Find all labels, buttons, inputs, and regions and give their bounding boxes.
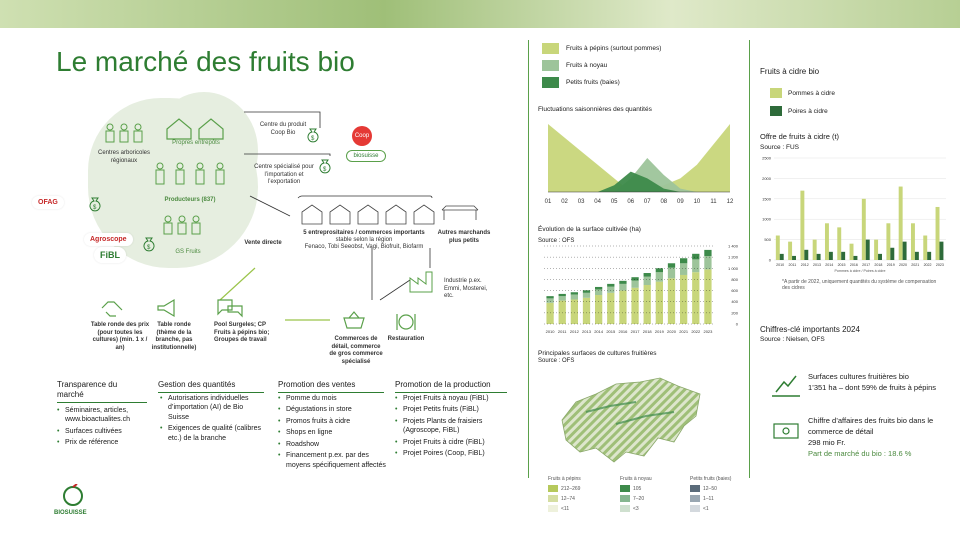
- season-month-label: 05: [610, 199, 618, 205]
- svg-text:$: $: [147, 245, 151, 251]
- map-source: Source : OFS: [538, 358, 575, 364]
- key-title: Chiffres-clé importants 2024: [760, 325, 860, 334]
- surface-bar-noyau: [704, 256, 711, 269]
- map-legend-swatch: [690, 485, 700, 492]
- industrie-label: Industrie p.ex. Emmi, Mosterei, etc.: [444, 278, 488, 299]
- cidre-bar-pommes: [825, 223, 829, 260]
- autres-label: Autres marchands plus petits: [437, 230, 491, 244]
- surface-bar-noyau: [680, 263, 687, 275]
- legend-swatch-noyau: [542, 60, 559, 71]
- surface-bar-baies: [595, 287, 602, 290]
- map-legend-swatch: [548, 505, 558, 512]
- section-rule-3: [395, 392, 507, 393]
- cidre-bar-pommes: [899, 187, 903, 260]
- legend-swatch-pepins: [542, 43, 559, 54]
- surface-bar-noyau: [644, 277, 651, 285]
- cidre-bar-poires: [903, 242, 907, 260]
- season-month-label: 08: [660, 199, 668, 205]
- surface-chart: [538, 242, 744, 338]
- cidre-bar-pommes: [813, 240, 817, 260]
- cidre-bar-pommes: [788, 242, 792, 260]
- surface-bar-pepins: [668, 278, 675, 324]
- cidre-bar-poires: [866, 240, 870, 260]
- map-legend-label: <11: [561, 506, 570, 512]
- surface-bar-pepins: [631, 288, 638, 324]
- surface-bar-baies: [704, 250, 711, 256]
- cidre-bar-pommes: [874, 240, 878, 260]
- cidre-bar-poires: [890, 248, 894, 260]
- vente-directe-label: Vente directe: [244, 240, 282, 246]
- cutlery-icon: [394, 312, 418, 332]
- surface-year-label: 2011: [557, 329, 567, 334]
- surface-bar-pepins: [704, 269, 711, 324]
- list-item: • Pomme du mois: [278, 394, 386, 403]
- cidre-legend-swatch-poires: [770, 106, 782, 116]
- map-legend-baies-title: Petits fruits (baies): [690, 476, 732, 482]
- cidre-bar-poires: [780, 254, 784, 260]
- money-icon: [772, 420, 802, 440]
- gs-fruits-label: GS Fruits: [175, 249, 201, 255]
- surface-bar-noyau: [668, 268, 675, 279]
- season-month-label: 10: [693, 199, 701, 205]
- centre-special-label: Centre spécialisé pour l’importation et l’exportation: [254, 164, 314, 185]
- svg-text:$: $: [323, 167, 327, 173]
- list-item: • Prix de référence: [57, 438, 153, 447]
- surface-bar-pepins: [607, 293, 614, 324]
- section-list-2: [278, 394, 386, 472]
- entreprises-list-label: Fenaco, Tobi Seeobst, Vagi, Biofruit, Biofarm: [304, 244, 424, 250]
- cidre-chart-title: Offre de fruits à cidre (t): [760, 132, 840, 141]
- handshake-icon: [100, 298, 124, 318]
- season-title: Fluctuations saisonnières des quantités: [538, 106, 652, 113]
- cidre-year-label: 2013: [813, 263, 821, 267]
- list-item: • Roadshow: [278, 440, 386, 449]
- cidre-bar-poires: [817, 254, 821, 260]
- surface-y-tick: 200: [731, 310, 738, 316]
- surface-bar-pepins: [692, 272, 699, 324]
- map-legend-swatch: [548, 495, 558, 502]
- cidre-bar-poires: [939, 242, 943, 260]
- section-head-promotion-production: Promotion de la production: [395, 380, 491, 389]
- surface-year-label: 2023: [703, 329, 713, 334]
- section-rule-0: [57, 402, 147, 403]
- commerces-label: Commerces de détail, commerce de gros commerce spécialisé: [329, 336, 383, 365]
- map-legend-label: <3: [633, 506, 639, 512]
- list-item: • Shops en ligne: [278, 428, 386, 437]
- cidre-source: Source : FUS: [760, 144, 800, 151]
- surface-bar-noyau: [595, 289, 602, 295]
- cidre-y-tick: 2000: [762, 175, 771, 181]
- entreprises-label: 5 entreprositaires / commerces importants: [303, 230, 425, 236]
- surface-year-label: 2020: [667, 329, 676, 334]
- season-month-label: 01: [544, 199, 552, 205]
- surface-bar-noyau: [546, 298, 553, 302]
- surface-bar-pepins: [656, 282, 663, 324]
- surface-bar-baies: [631, 277, 638, 280]
- surface-bar-noyau: [571, 294, 578, 299]
- key-line1b: 1’351 ha – dont 59% de fruits à pépins: [808, 382, 937, 392]
- section-head-promotion-ventes: Promotion des ventes: [278, 380, 356, 389]
- map-legend-label: 12–74: [561, 496, 575, 502]
- cidre-y-tick: 2500: [762, 155, 771, 161]
- surface-year-label: 2012: [569, 329, 579, 334]
- cidre-bar-poires: [927, 252, 931, 260]
- divider-left: [528, 40, 529, 478]
- map-legend-swatch: [690, 495, 700, 502]
- cidre-bar-pommes: [886, 223, 890, 260]
- cidre-chart: [756, 152, 952, 274]
- surface-bar-baies: [656, 268, 663, 272]
- section-list-0: [57, 406, 153, 450]
- list-item: • Financement p.ex. par des moyens spécifiquement affectés: [278, 451, 386, 470]
- cidre-bar-poires: [878, 254, 882, 260]
- cidre-bar-pommes: [837, 227, 841, 260]
- entreprises-sub-label: stable selon la région: [335, 237, 393, 243]
- table-prix-label: Table ronde des prix (pour toutes les cultures) (min. 1 x / an): [90, 322, 150, 351]
- pool-label: Pool Surgeles; CP Fruits à pépins bio; Groupes de travail: [214, 322, 270, 343]
- section-list-3: [395, 394, 507, 461]
- cidre-year-label: 2016: [849, 263, 858, 267]
- map-legend-swatch: [620, 495, 630, 502]
- surface-bar-noyau: [583, 293, 590, 298]
- surface-bar-noyau: [692, 259, 699, 272]
- surface-year-label: 2021: [679, 329, 689, 334]
- surface-year-label: 2022: [691, 329, 701, 334]
- centres-label: Centres arboricoles régionaux: [97, 150, 151, 164]
- cidre-bar-poires: [792, 256, 796, 260]
- section-head-transparence: Transparence du marché: [57, 380, 118, 399]
- cidre-year-label: 2021: [911, 263, 920, 267]
- legend-label-noyau: Fruits à noyau: [566, 62, 608, 69]
- section-list-1: [160, 394, 266, 445]
- cidre-year-label: 2017: [862, 263, 871, 267]
- surface-bar-baies: [692, 254, 699, 260]
- list-item: • Séminaires, articles, www.bioactualites.ch: [57, 406, 153, 425]
- surface-year-label: 2015: [606, 329, 616, 334]
- list-item: • Exigences de qualité (calibres etc.) de la branche: [160, 424, 266, 443]
- fibl-label: FiBL: [100, 250, 120, 260]
- map-title: Principales surfaces de cultures fruitières: [538, 350, 657, 357]
- surface-y-tick: 1 400: [727, 243, 738, 249]
- shop-icons: [300, 202, 436, 226]
- propres-label: Propres entrepôts: [172, 140, 220, 146]
- cidre-y-tick: 0: [768, 257, 771, 263]
- surface-bar-baies: [571, 292, 578, 294]
- key-line2a: Chiffre d’affaires des fruits bio dans le commerce de détail: [808, 416, 934, 436]
- cidre-bar-poires: [841, 252, 845, 260]
- cidre-year-label: 2023: [935, 263, 944, 267]
- surface-bar-pepins: [619, 291, 626, 324]
- surface-bar-pepins: [559, 301, 566, 324]
- surface-bar-noyau: [619, 284, 626, 291]
- cidre-legend-poires: Poires à cidre: [788, 108, 828, 115]
- cidre-y-tick: 1500: [762, 196, 771, 202]
- surface-year-label: 2014: [594, 329, 604, 334]
- cidre-title: Fruits à cidre bio: [760, 67, 820, 76]
- map-legend-swatch: [548, 485, 558, 492]
- surface-title: Évolution de la surface cultivée (ha): [538, 226, 641, 233]
- cidre-year-label: 2020: [899, 263, 907, 267]
- cidre-year-label: 2018: [874, 263, 883, 267]
- surface-y-tick: 800: [731, 276, 738, 282]
- ofag-label: OFAG: [38, 199, 58, 206]
- season-month-label: 07: [643, 199, 651, 205]
- cidre-year-label: 2010: [776, 263, 785, 267]
- map-legend-swatch: [690, 505, 700, 512]
- list-item: • Autorisations individuelles d’importation (AI) de Bio Suisse: [160, 394, 266, 422]
- surface-bar-baies: [644, 273, 651, 277]
- map-legend-swatch: [620, 505, 630, 512]
- cidre-bar-pommes: [936, 207, 940, 260]
- centre-prod-label: Centre du produit Coop Bio: [259, 122, 307, 136]
- agroscope-label: Agroscope: [90, 236, 127, 243]
- season-month-label: 02: [561, 199, 568, 205]
- biosuisse-logo-icon: [58, 484, 88, 510]
- cidre-bar-pommes: [850, 244, 854, 260]
- season-month-label: 03: [577, 199, 585, 205]
- divider-right: [749, 40, 750, 478]
- bubble-text: biosuisse: [353, 153, 379, 159]
- logo-text: BIOSUISSE: [54, 510, 87, 516]
- surface-bar-baies: [619, 281, 626, 284]
- map-legend-label: 212–269: [561, 486, 581, 492]
- surface-bar-baies: [559, 294, 566, 296]
- surface-y-tick: 1 200: [727, 254, 738, 260]
- map-legend-noyau-title: Fruits à noyau: [620, 476, 652, 482]
- map-legend-swatch: [620, 485, 630, 492]
- svg-text:$: $: [93, 205, 97, 211]
- cidre-year-label: 2011: [788, 263, 797, 267]
- cidre-year-label: 2022: [923, 263, 932, 267]
- farmer-tree-icon: [770, 370, 802, 398]
- cidre-bar-poires: [804, 250, 808, 260]
- surface-bar-pepins: [571, 299, 578, 324]
- list-item: • Dégustations in store: [278, 405, 386, 414]
- cidre-y-tick: 1000: [762, 216, 771, 222]
- surface-y-tick: 400: [731, 299, 738, 305]
- surface-year-label: 2018: [642, 329, 652, 334]
- surface-year-label: 2016: [618, 329, 628, 334]
- cidre-bar-pommes: [800, 191, 804, 260]
- surface-year-label: 2013: [582, 329, 591, 334]
- cidre-bar-poires: [829, 252, 833, 260]
- cidre-year-label: 2015: [837, 263, 846, 267]
- cidre-bar-pommes: [776, 236, 780, 260]
- key-source: Source : Nielsen, OFS: [760, 336, 825, 343]
- surface-bar-pepins: [546, 303, 553, 324]
- market-stall-icon: [440, 204, 480, 222]
- season-month-label: 09: [677, 199, 684, 205]
- cidre-axis-caption: Pommes à cidre / Poires à cidre: [834, 269, 886, 273]
- surface-bar-baies: [668, 263, 675, 267]
- key-line2b: 298 mio Fr.: [808, 437, 846, 447]
- legend-label-pepins: Fruits à pépins (surtout pommes): [566, 45, 662, 52]
- key-line2c: Part de marché du bio : 18.6 %: [808, 448, 912, 458]
- surface-y-tick: 600: [731, 288, 738, 294]
- key-figure-turnover: [808, 416, 958, 460]
- surface-y-tick: 1 000: [727, 265, 738, 271]
- chat-icon: [216, 298, 244, 318]
- switzerland-map: [556, 372, 706, 468]
- producteurs-label: Producteurs (837): [164, 197, 216, 203]
- season-month-label: 06: [627, 199, 635, 205]
- list-item: • Projet Petits fruits (FiBL): [395, 405, 507, 414]
- cidre-note: *A partir de 2022, uniquement quantités du système de compensation des cidres: [782, 279, 937, 291]
- season-chart: [538, 116, 740, 206]
- page-title: Le marché des fruits bio: [56, 46, 355, 77]
- key-line1a: Surfaces cultures fruitières bio: [808, 372, 909, 381]
- cidre-legend-swatch-pommes: [770, 88, 782, 98]
- surface-bar-baies: [546, 296, 553, 298]
- surface-bar-pepins: [680, 275, 687, 324]
- key-figure-surface: [808, 372, 958, 394]
- map-legend-pepins-title: Fruits à pépins: [548, 476, 581, 482]
- list-item: • Surfaces cultivées: [57, 427, 153, 436]
- surface-bar-baies: [680, 258, 687, 263]
- section-rule-1: [158, 392, 264, 393]
- list-item: • Projet Poires (Coop, FiBL): [395, 449, 507, 458]
- section-rule-2: [278, 392, 384, 393]
- surface-bar-noyau: [607, 287, 614, 293]
- list-item: • Projet Fruits à noyau (FiBL): [395, 394, 507, 403]
- megaphone-icon: [156, 298, 180, 318]
- cidre-bar-poires: [915, 252, 919, 260]
- list-item: • Projets Plants de fraisiers (Agroscope, FiBL): [395, 417, 507, 436]
- list-item: • Projet Fruits à cidre (FiBL): [395, 438, 507, 447]
- map-legend-label: 105: [633, 486, 642, 492]
- surface-bar-noyau: [656, 272, 663, 281]
- factory-icon: [408, 268, 442, 294]
- season-month-label: 12: [726, 199, 734, 205]
- surface-bar-baies: [607, 284, 614, 287]
- surface-bar-noyau: [631, 281, 638, 288]
- surface-source: Source : OFS: [538, 238, 575, 244]
- map-legend-label: 12–50: [703, 486, 717, 492]
- legend-swatch-baies: [542, 77, 559, 88]
- cidre-year-label: 2019: [886, 263, 895, 267]
- surface-year-label: 2017: [630, 329, 640, 334]
- map-legend-label: 7–20: [633, 496, 645, 502]
- basket-icon: [342, 310, 366, 330]
- surface-bar-pepins: [644, 285, 651, 324]
- cidre-year-label: 2014: [825, 263, 834, 267]
- svg-text:$: $: [311, 136, 315, 142]
- cidre-bar-poires: [853, 256, 857, 260]
- map-legend-label: <1: [703, 506, 709, 512]
- season-month-label: 04: [594, 199, 601, 205]
- list-item: • Promos fruits à cidre: [278, 417, 386, 426]
- surface-y-tick: 0: [735, 321, 738, 327]
- surface-bar-pepins: [595, 295, 602, 324]
- map-legend-label: 1–11: [703, 496, 714, 502]
- legend-label-baies: Petits fruits (baies): [566, 79, 620, 86]
- surface-year-label: 2010: [545, 329, 555, 334]
- cidre-bar-pommes: [862, 199, 866, 260]
- surface-bar-noyau: [559, 296, 566, 300]
- section-head-gestion: Gestion des quantités: [158, 380, 236, 389]
- cidre-bar-pommes: [911, 223, 915, 260]
- cidre-year-label: 2012: [800, 263, 809, 267]
- season-month-label: 11: [710, 199, 717, 205]
- restauration-label: Restauration: [387, 336, 425, 342]
- coop-logo-text: Coop: [354, 133, 370, 139]
- cidre-y-tick: 500: [764, 237, 771, 243]
- cidre-legend-pommes: Pommes à cidre: [788, 90, 835, 97]
- cidre-bar-pommes: [923, 236, 927, 260]
- surface-year-label: 2019: [654, 329, 664, 334]
- table-ronde-label: Table ronde (thème de la branche, pas institutionnelle): [151, 322, 197, 351]
